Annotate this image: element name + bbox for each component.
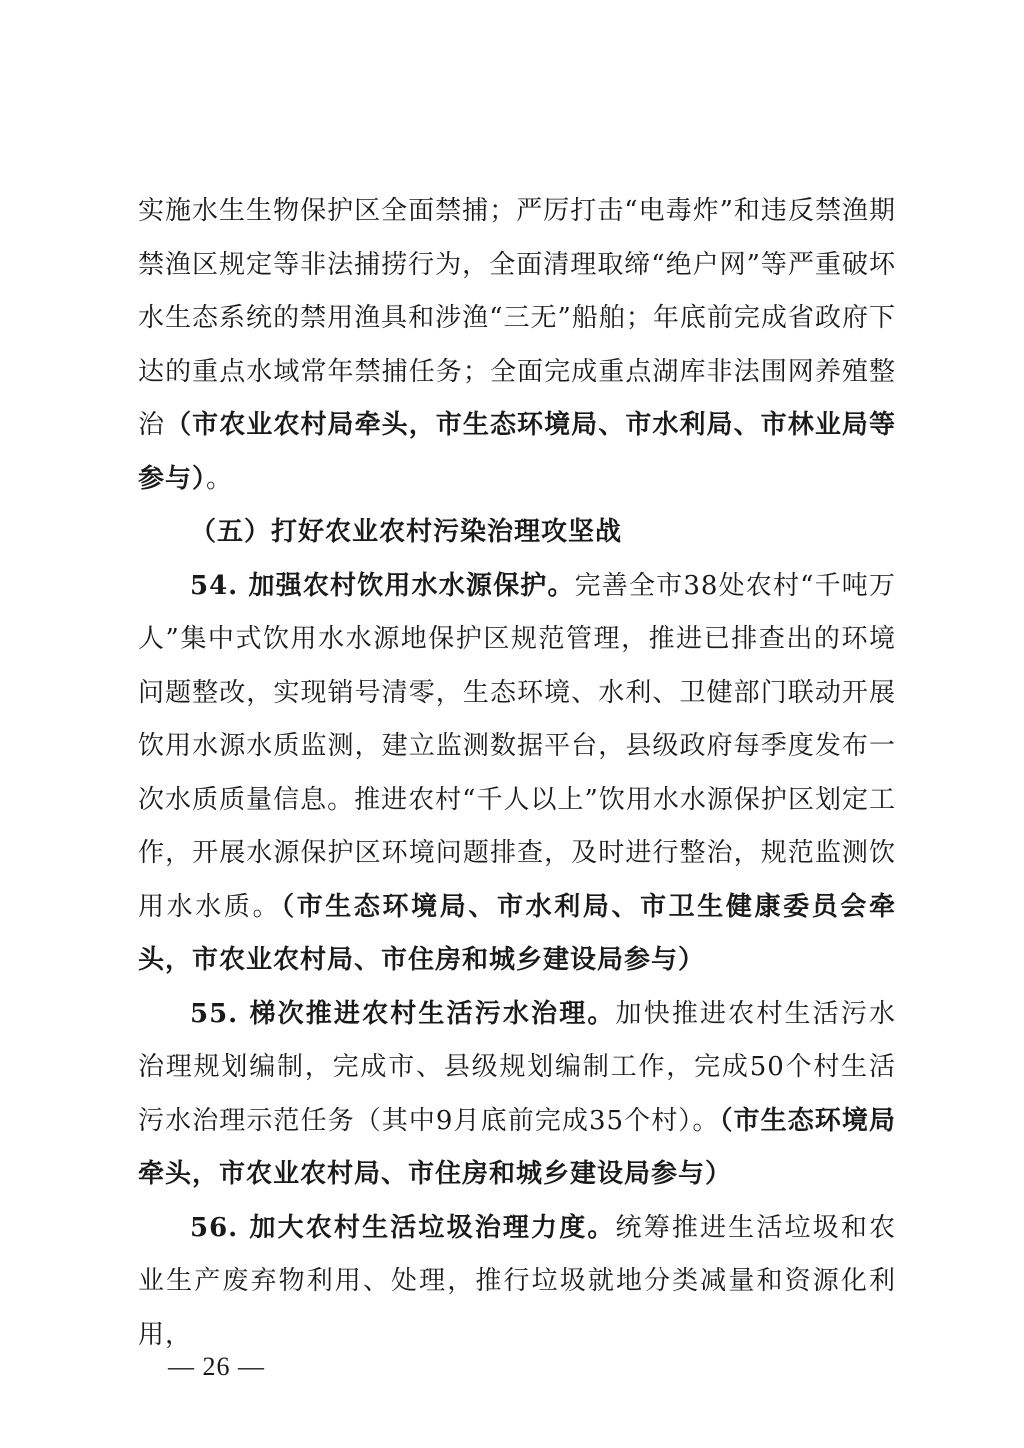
paragraph-text: 实施水生生物保护区全面禁捕；严厉打击“电毒炸”和违反禁渔期禁渔区规定等非法捕捞行为，全面清理取缔“绝户网”等严重破坏水生态系统的禁用渔具和涉渔“三无”船舶；年底前完成省政府下达的重点水域常年禁捕任务；全面完成重点湖库非法围网养殖整治 <box>138 196 896 440</box>
document-body <box>138 185 896 1362</box>
responsible-departments: （市生态环境局、市水利局、市卫生健康委员会牵头，市农业农村局、市住房和城乡建设局参与） <box>138 891 896 975</box>
paragraph-continuation <box>138 185 896 506</box>
item-text: 加快推进农村生活污水治理规划编制，完成市、县级规划编制工作，完成50个村生活污水治理示范任务（其中9月底前完成35个村）。 <box>138 998 896 1136</box>
item-title: 55. 梯次推进农村生活污水治理。 <box>190 998 616 1029</box>
page-number: — 26 — <box>168 1352 265 1381</box>
section-heading: （五）打好农业农村污染治理攻坚战 <box>190 517 623 547</box>
item-title: 54. 加强农村饮用水水源保护。 <box>190 570 575 601</box>
item-text: 完善全市38处农村“千吨万人”集中式饮用水水源地保护区规范管理，推进已排查出的环境问题整改，实现销号清零，生态环境、水利、卫健部门联动开展饮用水源水质监测，建立监测数据平台，县级政府每季度发布一次水质质量信息。推进农村“千人以上”饮用水水源保护区划定工作，开展水源保护区环境问题排查，及时进行整治，规范监测饮用水水质。 <box>138 570 896 922</box>
item-54 <box>138 560 896 988</box>
item-text: 统筹推进生活垃圾和农业生产废弃物利用、处理，推行垃圾就地分类减量和资源化利用， <box>138 1212 896 1350</box>
item-title: 56. 加大农村生活垃圾治理力度。 <box>190 1212 616 1243</box>
item-56 <box>138 1202 896 1363</box>
item-55 <box>138 988 896 1202</box>
responsible-departments: （市生态环境局牵头，市农业农村局、市住房和城乡建设局参与） <box>138 1105 896 1189</box>
paragraph-tail: 。 <box>206 463 234 494</box>
responsible-departments: （市农业农村局牵头，市生态环境局、市水利局、市林业局等参与） <box>138 410 896 494</box>
